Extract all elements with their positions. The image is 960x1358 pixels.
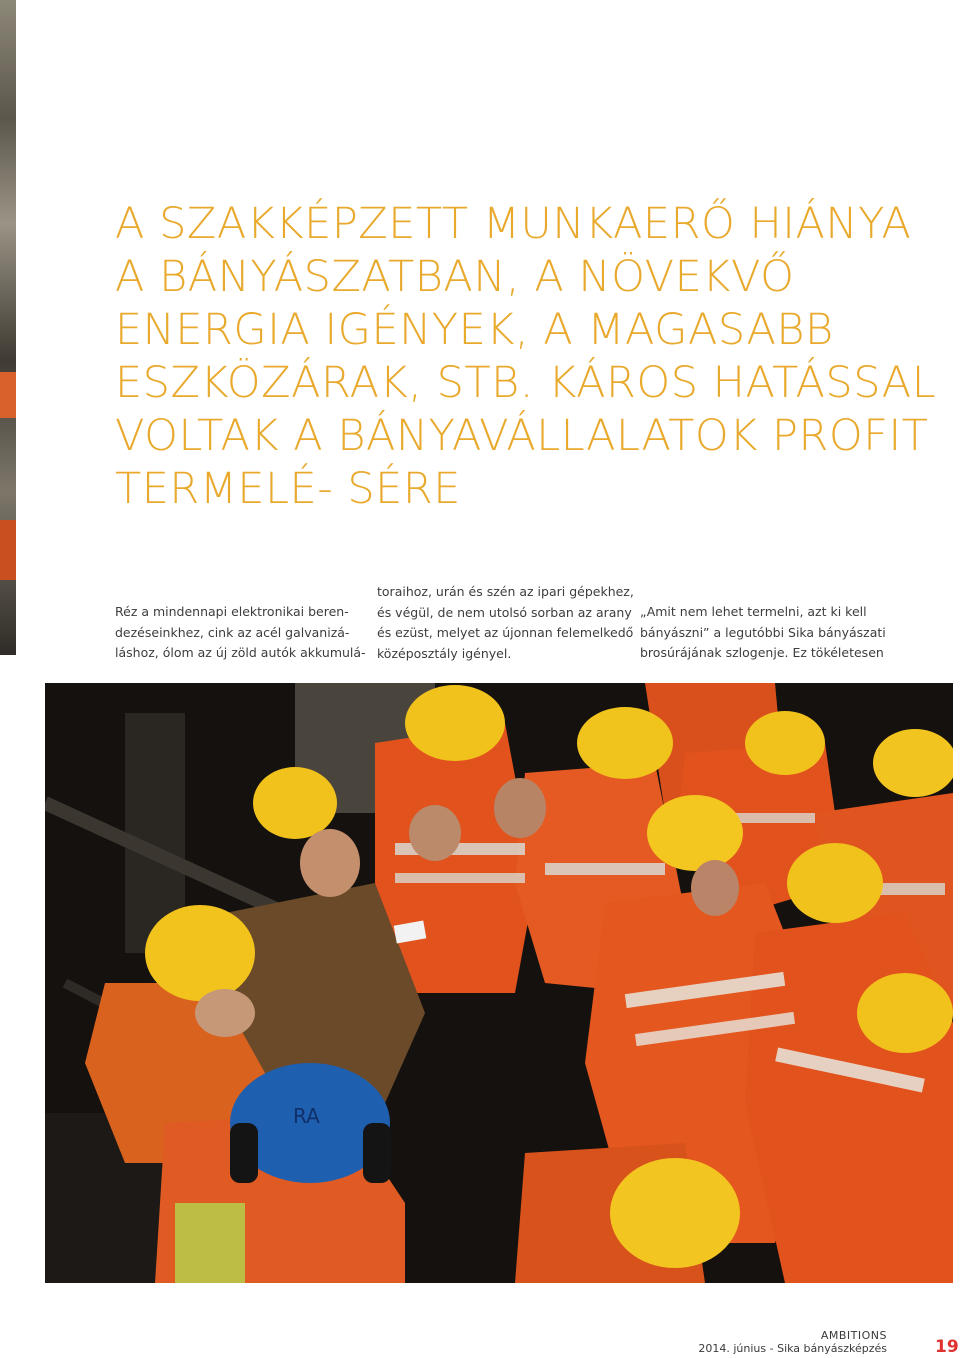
col3-line: brosúrájának szlogenje. Ez tökéletesen [640,645,884,660]
body-column-3 [640,602,898,664]
body-column-1 [115,602,365,664]
worker-body [745,913,953,1283]
col2-line: középosztály igényel. [377,645,512,661]
helmet-icon [745,711,825,775]
headline: A SZAKKÉPZETT MUNKAERŐ HIÁNYA A BÁNYÁSZATBAN, A NÖVEKVŐ ENERGIA IGÉNYEK, A MAGASABB ESZKÖZÁRAK, STB. KÁROS HATÁSSAL VOLTAK A BÁNYAVÁLLALATOK PROFIT TERMELÉ- SÉRE [115,199,937,514]
hi-vis-vest [175,1203,245,1283]
left-photo-edge [0,0,16,655]
helmet-label: RA [293,1104,320,1128]
helmet-icon [787,843,883,923]
col1-line: Réz a mindennapi elektronikai beren- [115,604,349,619]
page-number: 19 [935,1337,959,1357]
col2-line: toraihoz, urán és szén az ipari gépekhez, [377,584,634,599]
col1-line: láshoz, ólom az új zöld autók akkumulá- [115,645,366,660]
helmet-icon [145,905,255,1001]
miners-photo [45,683,953,1283]
helmet-icon [577,707,673,779]
miners-illustration [45,683,953,1283]
footer-brand: AMBITIONS [820,1329,887,1342]
helmet-icon [857,973,953,1053]
helmet-icon [405,685,505,761]
col2-line: és ezüst, melyet az újonnan felemelkedő [377,625,634,640]
helmet-icon [647,795,743,871]
body-column-2 [377,582,634,664]
col2-line: és végül, de nem utolsó sorban az arany [377,604,632,620]
footer-info: 2014. június - Sika bányászképzés [698,1342,887,1355]
col1-line: dezéseinkhez, cink az acél galvanizá- [115,624,350,640]
col3-line: bányászni” a legutóbbi Sika bányászati [640,624,886,640]
col3-line: „Amit nem lehet termelni, azt ki kell [640,604,867,619]
ear-protector-icon [230,1123,258,1183]
ear-protector-icon [363,1123,391,1183]
helmet-icon [610,1158,740,1268]
helmet-icon [253,767,337,839]
